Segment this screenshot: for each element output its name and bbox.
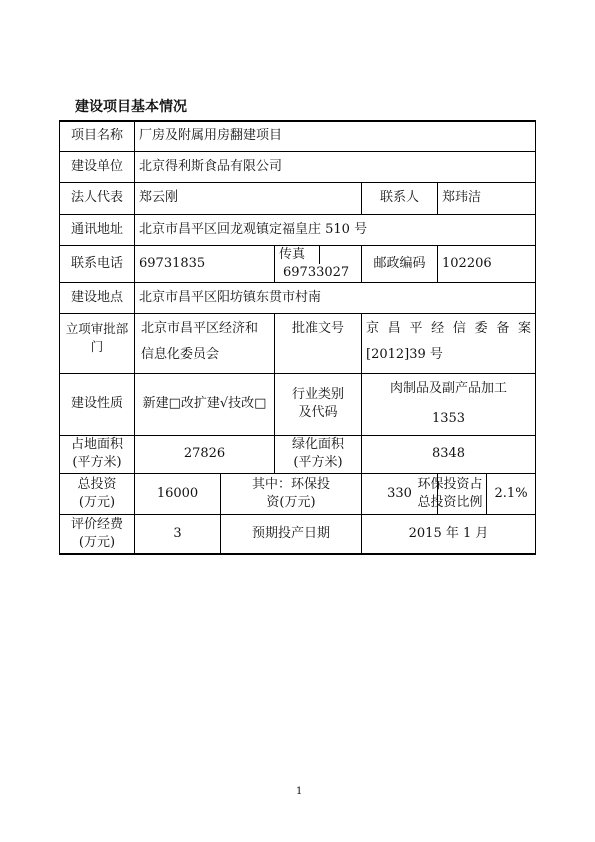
production-date-label: 预期投产日期 — [221, 514, 362, 554]
assessment-value: 3 — [135, 514, 221, 554]
approval-dept-line2: 信息化委员会 — [141, 346, 220, 362]
row-assessment — [60, 514, 536, 554]
env-investment-label-line2: 资(万元) — [266, 494, 316, 510]
env-investment-label — [221, 473, 362, 514]
industry-value: 肉制品及副产品加工 — [390, 381, 508, 396]
industry-label-line2: 及代码 — [298, 405, 338, 420]
investment-label — [60, 473, 135, 514]
builder-label: 建设单位 — [60, 151, 135, 182]
phone-label: 联系电话 — [60, 245, 135, 282]
industry-label — [275, 373, 362, 435]
ratio-value: 2.1% — [494, 485, 528, 501]
row-nature — [60, 373, 536, 435]
section-title: 建设项目基本情况 — [75, 99, 187, 115]
approval-dept — [135, 313, 275, 373]
project-name-label: 项目名称 — [60, 121, 135, 151]
ratio-label-line1: 环保投资占 — [417, 476, 483, 492]
assessment-label-line1: 评价经费 — [70, 516, 123, 532]
address-label: 通讯地址 — [60, 214, 135, 245]
industry-value-cell — [362, 373, 536, 435]
ratio-label-line2: 总投资比例 — [417, 494, 483, 510]
address-value: 北京市昌平区回龙观镇定福皇庄 510 号 — [135, 214, 536, 245]
fax-cell — [275, 245, 362, 282]
green-label — [275, 435, 362, 473]
approval-doc-label: 批准文号 — [275, 313, 362, 373]
assessment-label-line2: (万元) — [78, 534, 116, 550]
row-project-name — [60, 121, 536, 151]
industry-label-line1: 行业类别 — [291, 387, 344, 402]
investment-label-line1: 总投资 — [77, 476, 117, 492]
site-value: 北京市昌平区阳坊镇东贯市村南 — [135, 282, 536, 313]
legal-rep-value: 郑云刚 — [135, 182, 362, 214]
phone-value: 69731835 — [135, 245, 275, 282]
postcode-label: 邮政编码 — [362, 245, 438, 282]
nature-value: 新建□改扩建√技改□ — [135, 373, 275, 435]
site-label: 建设地点 — [60, 282, 135, 313]
fax-value: 69733027 — [283, 264, 350, 280]
row-approval — [60, 313, 536, 373]
row-legal-rep — [60, 182, 536, 214]
row-address — [60, 214, 536, 245]
contact-label: 联系人 — [362, 182, 438, 214]
row-phone — [60, 245, 536, 282]
builder-value: 北京得利斯食品有限公司 — [135, 151, 536, 182]
row-site — [60, 282, 536, 313]
area-label-line2: (平方米) — [72, 455, 122, 470]
ratio-cell — [417, 473, 536, 514]
green-label-line2: (平方米) — [293, 455, 343, 470]
project-info-table — [59, 120, 536, 555]
ratio-label — [414, 474, 487, 514]
project-name-value: 厂房及附属用房翻建项目 — [135, 121, 536, 151]
area-label — [60, 435, 135, 473]
fax-label: 传真 — [275, 246, 320, 264]
industry-code: 1353 — [431, 411, 466, 426]
row-investment — [60, 473, 536, 514]
nature-label: 建设性质 — [60, 373, 135, 435]
postcode-value: 102206 — [438, 245, 536, 282]
env-investment-label-line1: 其中：环保投 — [251, 476, 330, 492]
approval-doc-line1: 京昌平经信委备案 — [366, 320, 532, 336]
approval-label: 立项审批部门 — [60, 313, 135, 373]
page-number: 1 — [296, 786, 303, 797]
approval-dept-line1: 北京市昌平区经济和 — [141, 320, 259, 336]
approval-doc — [362, 313, 536, 373]
legal-rep-label: 法人代表 — [60, 182, 135, 214]
production-date-value: 2015 年 1 月 — [362, 514, 536, 554]
area-label-line1: 占地面积 — [70, 437, 123, 452]
investment-value: 16000 — [135, 473, 221, 514]
approval-doc-line2: [2012]39 号 — [366, 346, 443, 362]
area-value: 27826 — [135, 435, 275, 473]
row-area — [60, 435, 536, 473]
green-label-line1: 绿化面积 — [291, 437, 344, 452]
env-investment-value: 330 — [362, 473, 438, 514]
contact-value: 郑玮洁 — [438, 182, 536, 214]
investment-label-line2: (万元) — [78, 494, 116, 510]
assessment-label — [60, 514, 135, 554]
row-builder — [60, 151, 536, 182]
green-value: 8348 — [362, 435, 536, 473]
